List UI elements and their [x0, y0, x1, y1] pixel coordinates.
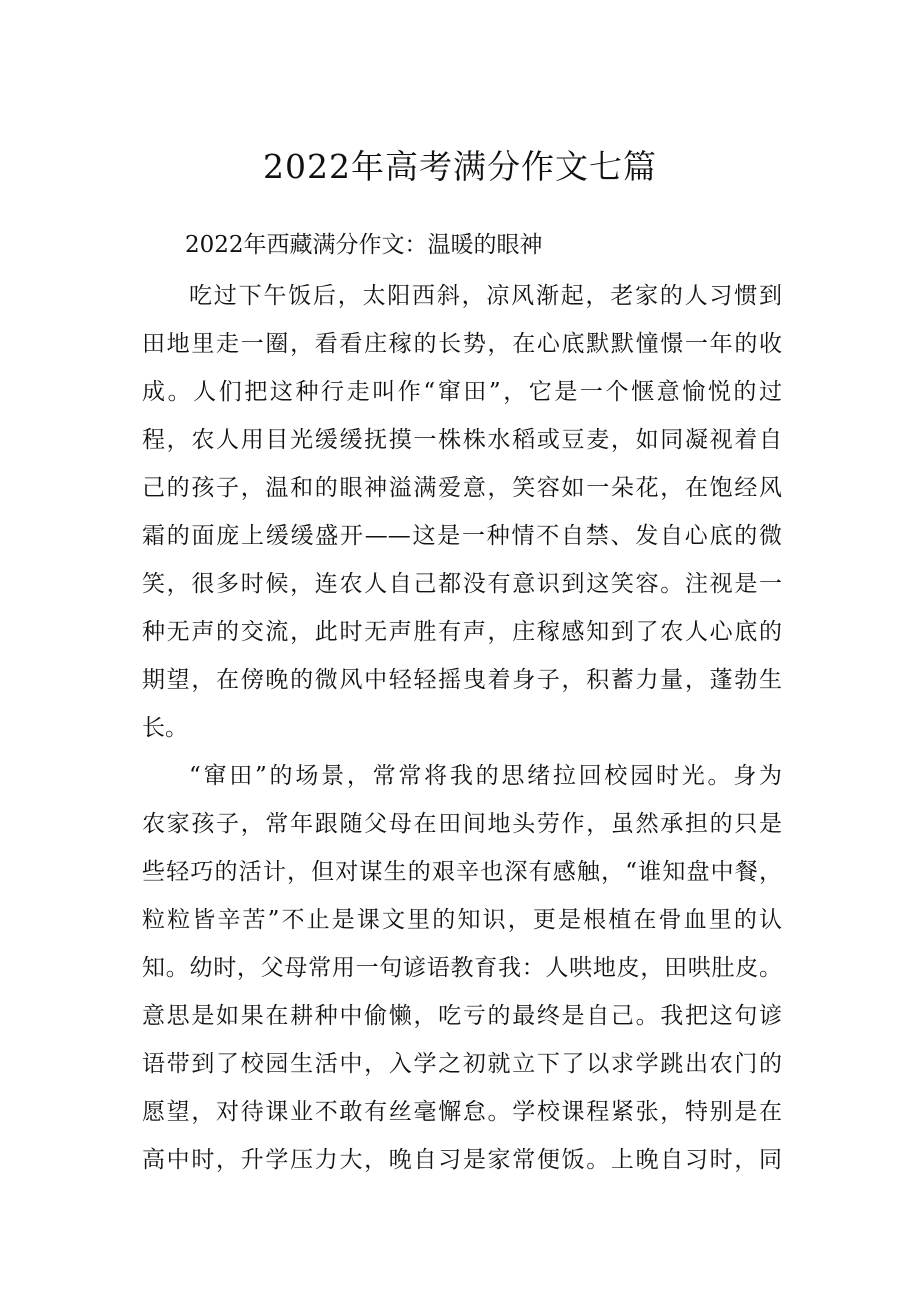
- paragraph-1-line: 长。: [142, 715, 188, 741]
- paragraph-2-line: 高中时，升学压力大，晚自习是家常便饭。上晚自习时，同: [142, 1147, 782, 1173]
- paragraph-1-line: 期望，在傍晚的微风中轻轻摇曳着身子，积蓄力量，蓬勃生: [142, 667, 782, 693]
- paragraph-1-line: 霜的面庞上缓缓盛开——这是一种情不自禁、发自心底的微: [142, 523, 782, 549]
- paragraph-1-line: 种无声的交流，此时无声胜有声，庄稼感知到了农人心底的: [142, 619, 782, 645]
- paragraph-2-line: 意思是如果在耕种中偷懒，吃亏的最终是自己。我把这句谚: [142, 1003, 782, 1029]
- paragraph-2-line: 粒粒皆辛苦”不止是课文里的知识，更是根植在骨血里的认: [142, 907, 782, 933]
- paragraph-1-line: 吃过下午饭后，太阳西斜，凉风渐起，老家的人习惯到: [189, 283, 782, 309]
- paragraph-1-line: 田地里走一圈，看看庄稼的长势，在心底默默憧憬一年的收: [142, 331, 782, 357]
- paragraph-1-line: 成。人们把这种行走叫作“窜田”，它是一个惬意愉悦的过: [142, 379, 782, 405]
- paragraph-2-line: 农家孩子，常年跟随父母在田间地头劳作，虽然承担的只是: [142, 811, 782, 837]
- paragraph-2-line: 些轻巧的活计，但对谋生的艰辛也深有感触，“谁知盘中餐，: [142, 859, 782, 885]
- paragraph-2-line: “窜田”的场景，常常将我的思绪拉回校园时光。身为: [189, 763, 782, 789]
- paragraph-1-line: 笑，很多时候，连农人自己都没有意识到这笑容。注视是一: [142, 571, 782, 597]
- paragraph-2-line: 语带到了校园生活中，入学之初就立下了以求学跳出农门的: [142, 1051, 782, 1077]
- paragraph-1-line: 己的孩子，温和的眼神溢满爱意，笑容如一朵花，在饱经风: [142, 475, 782, 501]
- document-title: 2022年高考满分作文七篇: [263, 147, 657, 186]
- paragraph-2-line: 愿望，对待课业不敢有丝毫懈怠。学校课程紧张，特别是在: [142, 1099, 782, 1125]
- paragraph-1-line: 程，农人用目光缓缓抚摸一株株水稻或豆麦，如同凝视着自: [142, 427, 782, 453]
- paragraph-2-line: 知。幼时，父母常用一句谚语教育我：人哄地皮，田哄肚皮。: [142, 955, 782, 981]
- essay-subtitle: 2022年西藏满分作文：温暖的眼神: [185, 232, 543, 258]
